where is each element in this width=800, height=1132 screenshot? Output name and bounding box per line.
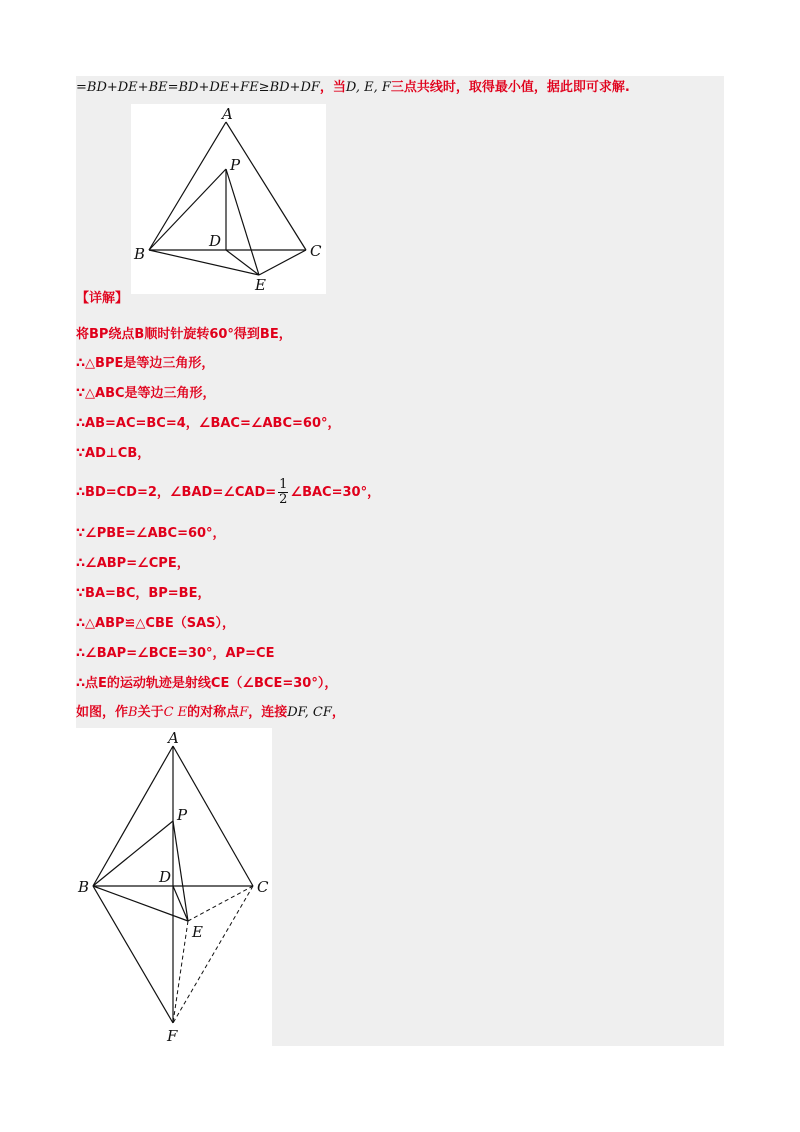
label-E: E (192, 923, 203, 941)
solution-line-9: ∵BA=BC，BP=BE， (76, 586, 211, 601)
dashed-CE (188, 886, 253, 921)
solution-line-6 (76, 478, 380, 508)
figure-2 (76, 728, 272, 1046)
label-D: D (159, 868, 172, 886)
solution-line-13-d: C E (163, 705, 188, 720)
solution-line-12: ∴点E的运动轨迹是射线CE（∠BCE=30°）， (76, 676, 338, 691)
solution-line-4: ∴AB=AC=BC=4，∠BAC=∠ABC=60°， (76, 416, 341, 431)
solution-line-6-b: ∠BAC=30°， (290, 485, 381, 500)
figure-1-svg (131, 104, 326, 294)
solution-line-5: ∵AD⊥CB， (76, 446, 151, 461)
segment-AB (93, 746, 173, 886)
solution-line-13-h: DF, CF (287, 705, 332, 720)
label-A: A (222, 105, 233, 123)
solution-line-13 (76, 705, 345, 721)
segment-PE (226, 169, 259, 275)
segment-BF (93, 886, 173, 1023)
solution-line-3: ∵△ABC是等边三角形， (76, 386, 216, 401)
heading-detail: 【详解】 (76, 291, 129, 306)
solution-line-13-g: ，连接 (248, 705, 288, 720)
intro-points: D, E, F (345, 80, 391, 95)
label-B: B (78, 878, 90, 896)
dashed-EF (173, 921, 188, 1023)
segment-AB (149, 122, 226, 250)
fraction-denominator: 2 (279, 492, 288, 507)
label-P: P (230, 156, 241, 174)
solution-line-1: 将BP绕点B顺时针旋转60°得到BE， (76, 327, 292, 342)
label-E: E (255, 276, 266, 294)
solution-line-13-i: ， (331, 705, 345, 720)
label-B: B (134, 245, 146, 263)
intro-equation: =BD+DE+BE=BD+DE+FE≥BD+DF (76, 80, 320, 95)
solution-line-10: ∴△ABP≌△CBE（SAS）， (76, 616, 236, 631)
intro-text-b: 三点共线时，取得最小值，据此即可求解. (390, 80, 630, 95)
solution-line-13-c: 关于 (137, 705, 164, 720)
fraction-one-half (278, 478, 288, 507)
intro-text-a: ，当 (319, 80, 346, 95)
segment-PE (173, 821, 188, 921)
label-C: C (257, 878, 269, 896)
solution-line-6-a: ∴BD=CD=2，∠BAD=∠CAD= (76, 485, 277, 500)
solution-line-13-b: B (128, 705, 138, 720)
fraction-numerator: 1 (279, 477, 288, 492)
label-P: P (177, 806, 188, 824)
figure-1 (131, 104, 326, 294)
segment-BE (93, 886, 188, 921)
segment-AC (226, 122, 306, 250)
solution-line-2: ∴△BPE是等边三角形， (76, 356, 215, 371)
solution-line-13-a: 如图，作 (76, 705, 129, 720)
solution-line-13-f: F (239, 705, 249, 720)
label-F: F (167, 1027, 178, 1045)
solution-line-13-e: 的对称点 (187, 705, 240, 720)
intro-line (76, 80, 630, 96)
segment-CE (259, 250, 306, 275)
solution-line-7: ∵∠PBE=∠ABC=60°， (76, 526, 226, 541)
solution-line-11: ∴∠BAP=∠BCE=30°，AP=CE (76, 646, 275, 661)
label-D: D (209, 232, 222, 250)
label-C: C (310, 242, 322, 260)
solution-line-8: ∴∠ABP=∠CPE， (76, 556, 190, 571)
label-A: A (168, 729, 179, 747)
figure-2-svg (76, 728, 272, 1046)
dashed-CF (173, 886, 253, 1023)
